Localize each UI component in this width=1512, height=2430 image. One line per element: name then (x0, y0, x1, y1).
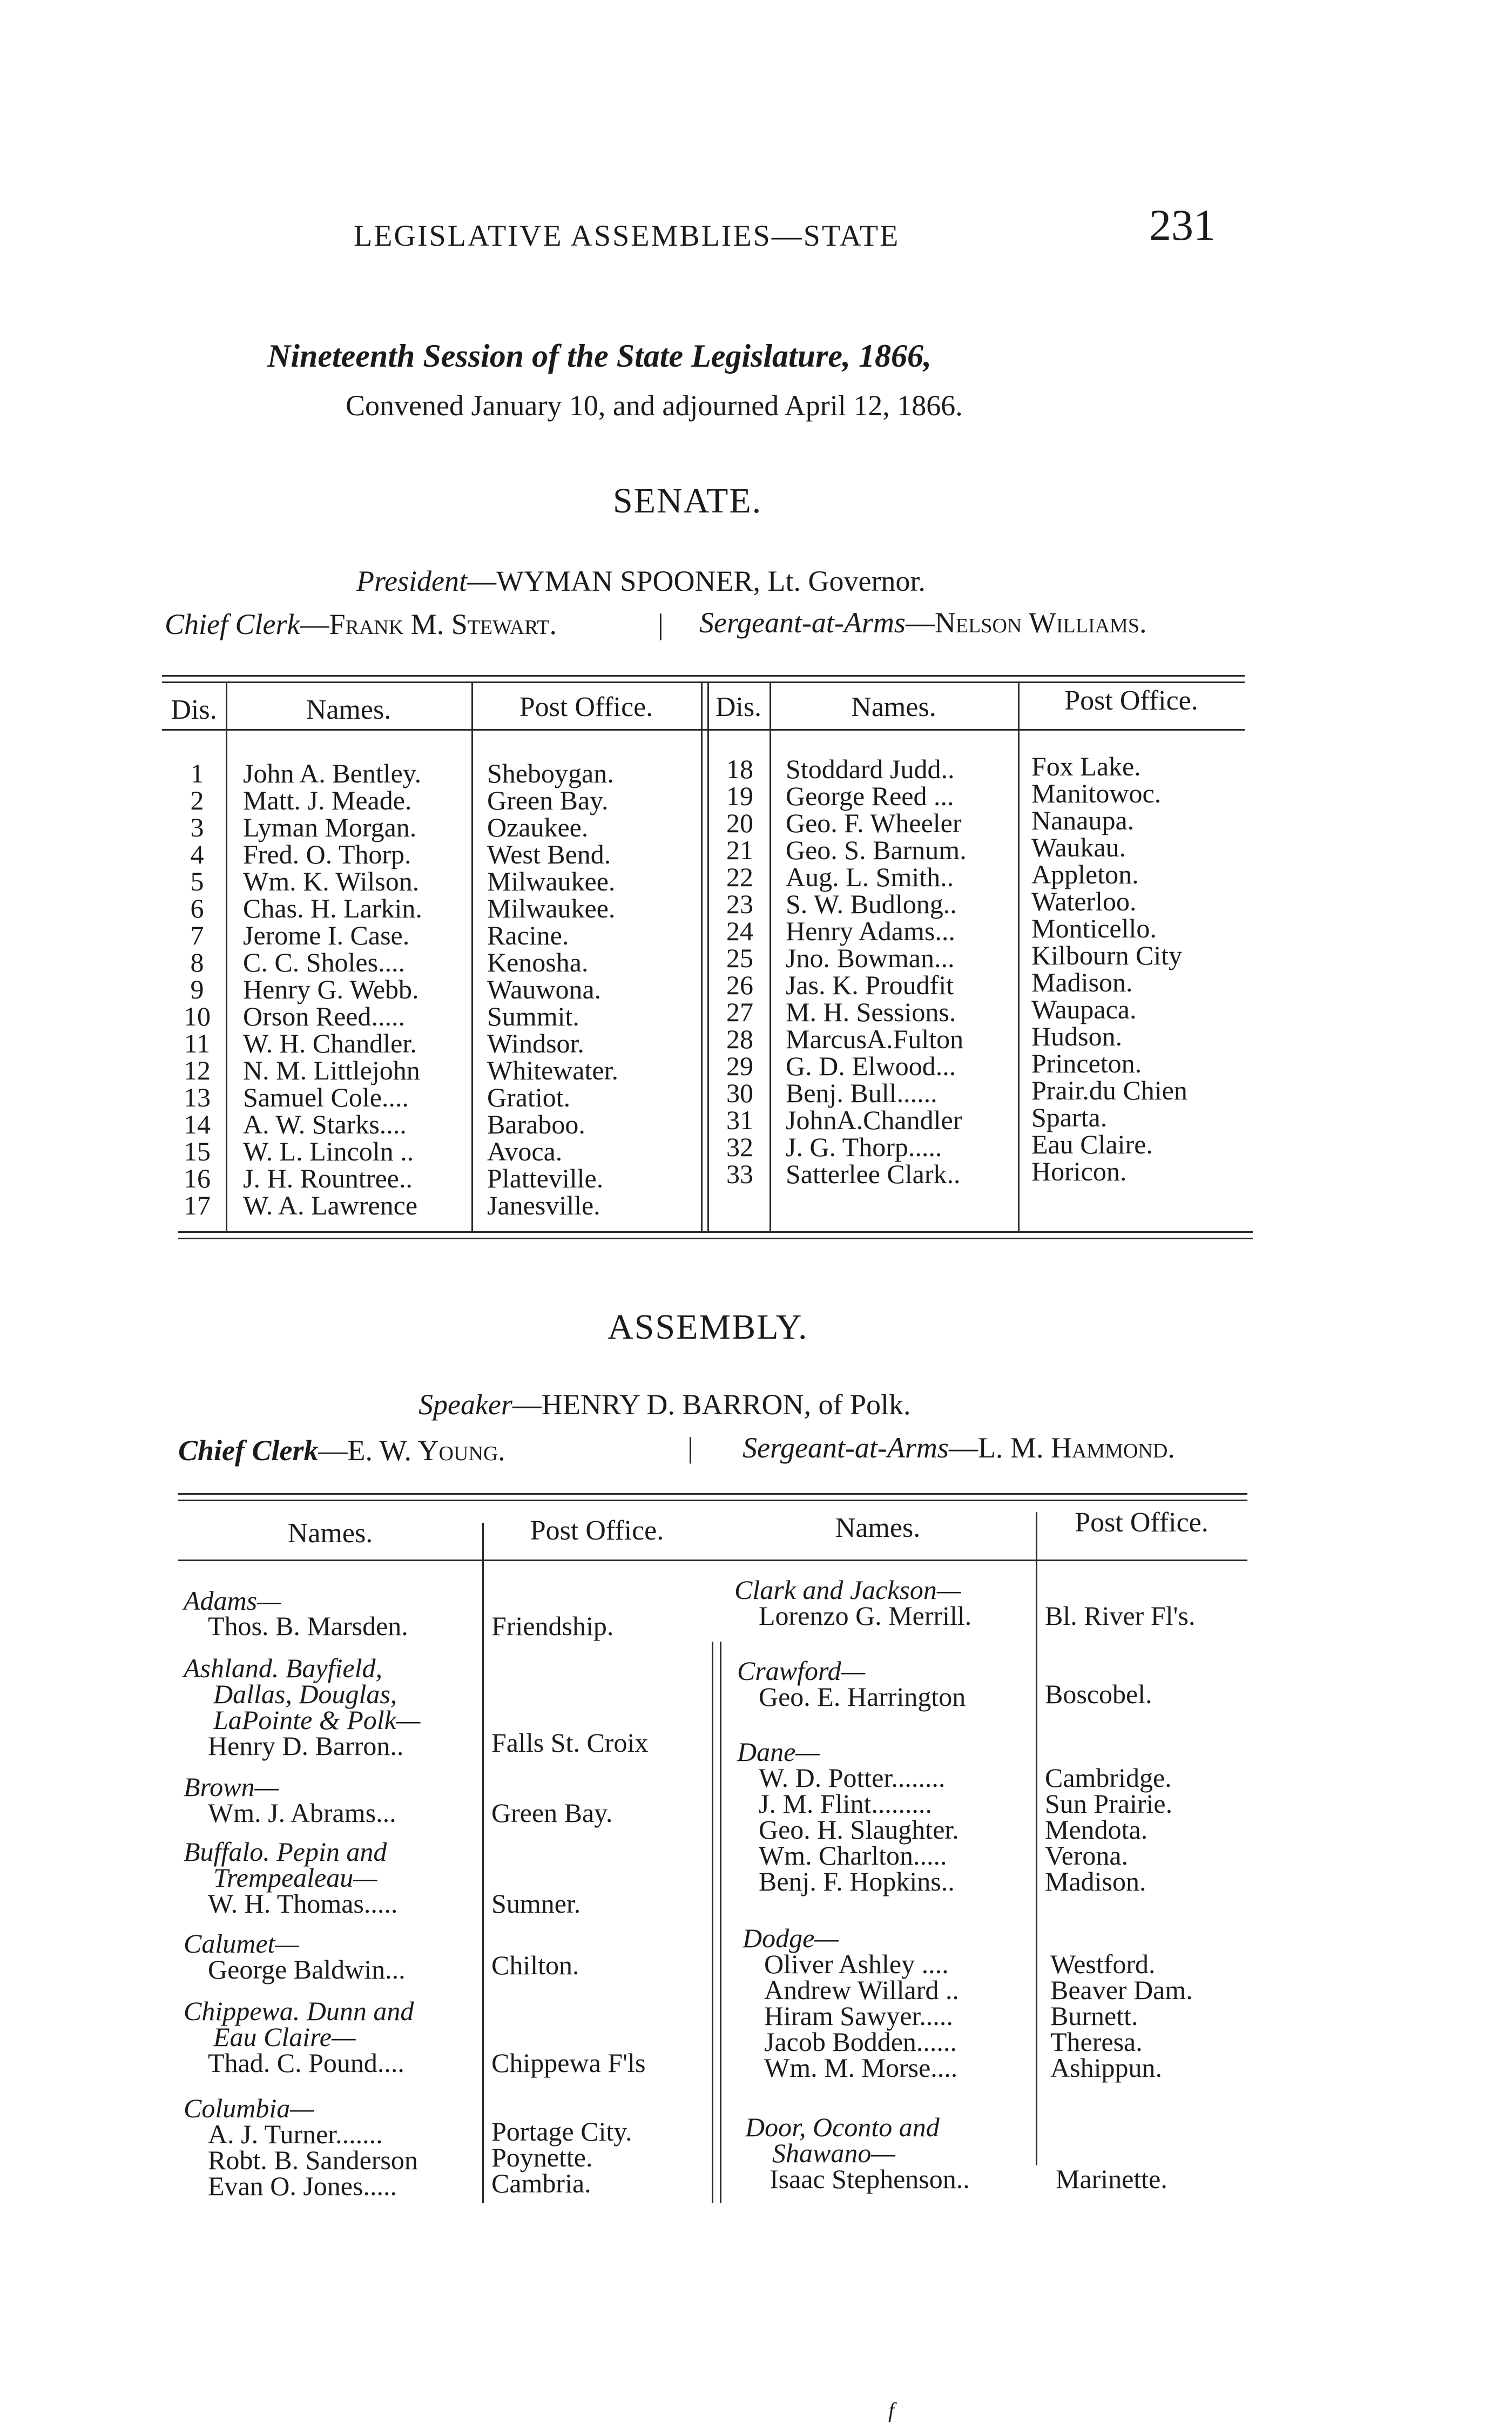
county-heading: Dallas, Douglas, (213, 1679, 397, 1709)
county-heading: Crawford— (737, 1656, 866, 1686)
senator-name: W. H. Chandler. (243, 1028, 417, 1058)
senate-col-divider (471, 681, 473, 1231)
senate-top-rule-2 (162, 681, 1245, 683)
county-heading: Shawano— (772, 2138, 895, 2168)
senator-name: J. G. Thorp..... (786, 1132, 942, 1162)
senator-post-office: Appleton. (1031, 859, 1139, 889)
senator-post-office: Racine. (487, 920, 569, 950)
senator-name: Jno. Bowman... (786, 943, 955, 973)
member-post-office: Beaver Dam. (1050, 1975, 1193, 2005)
senator-name: A. W. Starks.... (243, 1109, 407, 1139)
member-name: A. J. Turner....... (208, 2119, 383, 2149)
senator-post-office: Baraboo. (487, 1109, 585, 1139)
member-name: Wm. M. Morse.... (764, 2053, 958, 2083)
page-number: 231 (1149, 200, 1216, 249)
member-name: Isaac Stephenson.. (770, 2164, 970, 2194)
county-heading: LaPointe & Polk— (213, 1705, 421, 1735)
senator-post-office: Kilbourn City (1031, 940, 1183, 970)
member-post-office: Ashippun. (1050, 2053, 1162, 2083)
senator-post-office: Gratiot. (487, 1082, 571, 1112)
district-number: 31 (726, 1105, 753, 1135)
member-name: Lorenzo G. Merrill. (759, 1601, 972, 1631)
member-name: Benj. F. Hopkins.. (759, 1866, 955, 1896)
district-number: 13 (184, 1082, 211, 1112)
sergeant-label: Sergeant-at-Arms (742, 1432, 949, 1464)
district-number: 32 (726, 1132, 753, 1162)
county-heading: Calumet— (184, 1928, 299, 1959)
county-heading: Trempealeau— (213, 1862, 377, 1893)
senator-post-office: Manitowoc. (1031, 778, 1162, 808)
county-heading: Chippewa. Dunn and (184, 1996, 414, 2026)
member-name: Thad. C. Pound.... (208, 2048, 404, 2078)
district-number: 16 (184, 1163, 211, 1193)
assembly-top-rule (178, 1493, 1247, 1495)
assembly-col-divider (712, 1642, 713, 2203)
district-number: 3 (190, 812, 204, 842)
district-number: 28 (726, 1024, 753, 1054)
senator-post-office: Eau Claire. (1031, 1129, 1153, 1159)
member-name: W. H. Thomas..... (208, 1888, 398, 1919)
senator-name: W. L. Lincoln .. (243, 1136, 414, 1166)
member-name: Geo. H. Slaughter. (759, 1814, 959, 1845)
member-name: Hiram Sawyer..... (764, 2001, 953, 2031)
senator-name: C. C. Sholes.... (243, 947, 406, 977)
member-post-office: Chippewa F'ls (491, 2048, 646, 2078)
senator-post-office: Kenosha. (487, 947, 589, 977)
senator-post-office: Ozaukee. (487, 812, 589, 842)
sergeant-name: —Nelson Williams. (905, 606, 1147, 639)
senator-name: W. A. Lawrence (243, 1190, 418, 1220)
county-heading: Dane— (737, 1737, 820, 1767)
district-number: 17 (184, 1190, 211, 1220)
senator-post-office: Waukau. (1031, 832, 1126, 862)
assembly-col-names: Names. (287, 1518, 373, 1549)
district-number: 10 (184, 1001, 211, 1031)
district-number: 12 (184, 1055, 211, 1085)
district-number: 33 (726, 1159, 753, 1189)
senator-name: John A. Bentley. (243, 758, 422, 788)
senate-col-dis: Dis. (715, 692, 762, 723)
county-heading: Eau Claire— (213, 2022, 356, 2052)
member-post-office: Sumner. (491, 1888, 581, 1919)
senator-name: G. D. Elwood... (786, 1051, 956, 1081)
district-number: 1 (190, 758, 204, 788)
assembly-sergeant (742, 1431, 1175, 1464)
senate-header-rule (162, 729, 1245, 731)
senator-name: MarcusA.Fulton (786, 1024, 964, 1054)
senator-post-office: Whitewater. (487, 1055, 618, 1085)
senator-post-office: Milwaukee. (487, 866, 616, 896)
sergeant-name: —L. M. Hammond. (948, 1432, 1175, 1464)
district-number: 23 (726, 889, 753, 919)
senator-name: Geo. S. Barnum. (786, 835, 967, 865)
senator-name: S. W. Budlong.. (786, 889, 957, 919)
assembly-header-rule (178, 1560, 1247, 1561)
senator-post-office: Waupaca. (1031, 994, 1137, 1024)
district-number: 11 (184, 1028, 211, 1058)
member-post-office: Sun Prairie. (1045, 1788, 1173, 1819)
district-number: 14 (184, 1109, 211, 1139)
senate-president (356, 564, 926, 598)
senate-col-divider (226, 681, 227, 1231)
district-number: 15 (184, 1136, 211, 1166)
assembly-col-divider (1036, 1512, 1037, 2165)
senator-name: J. H. Rountree.. (243, 1163, 413, 1193)
senator-post-office: Hudson. (1031, 1021, 1123, 1051)
district-number: 20 (726, 808, 753, 838)
county-heading: Door, Oconto and (745, 2112, 940, 2142)
senate-top-rule (162, 675, 1245, 677)
senator-name: Aug. L. Smith.. (786, 862, 954, 892)
senator-name: N. M. Littlejohn (243, 1055, 420, 1085)
senator-post-office: West Bend. (487, 839, 611, 869)
senator-name: Samuel Cole.... (243, 1082, 409, 1112)
member-post-office: Poynette. (491, 2142, 593, 2172)
member-post-office: Falls St. Croix (491, 1727, 649, 1758)
senator-name: Wm. K. Wilson. (243, 866, 420, 896)
president-label: President (356, 565, 467, 597)
member-name: Robt. B. Sanderson (208, 2145, 418, 2175)
district-number: 8 (190, 947, 204, 977)
county-heading: Buffalo. Pepin and (184, 1837, 387, 1867)
senator-name: Jas. K. Proudfit (786, 970, 954, 1000)
senator-post-office: Sparta. (1031, 1102, 1108, 1132)
speaker-name: —HENRY D. BARRON, of Polk. (512, 1388, 911, 1421)
senator-post-office: Waterloo. (1031, 886, 1137, 916)
member-post-office: Mendota. (1045, 1814, 1148, 1845)
district-number: 19 (726, 781, 753, 811)
assembly-col-names: Names. (835, 1513, 921, 1543)
senator-name: Orson Reed..... (243, 1001, 405, 1031)
member-post-office: Portage City. (491, 2116, 632, 2146)
senator-post-office: Platteville. (487, 1163, 604, 1193)
district-number: 24 (726, 916, 753, 946)
member-name: Jacob Bodden...... (764, 2027, 957, 2057)
senator-post-office: Sheboygan. (487, 758, 614, 788)
district-number: 25 (726, 943, 753, 973)
chief-clerk-name: —E. W. Young. (318, 1434, 505, 1467)
member-name: J. M. Flint......... (759, 1788, 932, 1819)
senate-col-dis: Dis. (171, 694, 217, 725)
member-name: Wm. J. Abrams... (208, 1798, 396, 1828)
senate-col-divider (707, 681, 709, 1231)
county-heading: Dodge— (742, 1923, 839, 1953)
district-number: 18 (726, 754, 753, 784)
district-number: 22 (726, 862, 753, 892)
senator-name: George Reed ... (786, 781, 954, 811)
senator-name: Geo. F. Wheeler (786, 808, 962, 838)
chief-clerk-label: Chief Clerk (178, 1434, 319, 1467)
county-heading: Brown— (184, 1772, 279, 1802)
assembly-col-divider (482, 1523, 484, 2203)
member-post-office: Friendship. (491, 1611, 614, 1641)
senate-col-divider (1018, 681, 1020, 1231)
senator-post-office: Green Bay. (487, 785, 609, 815)
member-name: Thos. B. Marsden. (208, 1611, 408, 1641)
member-name: Oliver Ashley .... (764, 1949, 949, 1979)
senator-name: Matt. J. Meade. (243, 785, 412, 815)
member-post-office: Theresa. (1050, 2027, 1143, 2057)
senate-col-post-office: Post Office. (1064, 685, 1198, 716)
president-name: —WYMAN SPOONER, Lt. Governor. (467, 565, 926, 597)
member-name: W. D. Potter........ (759, 1763, 946, 1793)
senator-name: Fred. O. Thorp. (243, 839, 411, 869)
county-heading: Ashland. Bayfield, (184, 1653, 382, 1683)
member-name: Henry D. Barron.. (208, 1731, 404, 1761)
senator-name: M. H. Sessions. (786, 997, 956, 1027)
chief-clerk-label: Chief Clerk (165, 608, 300, 640)
speaker-label: Speaker (418, 1388, 512, 1421)
member-post-office: Cambridge. (1045, 1763, 1172, 1793)
district-number: 6 (190, 893, 204, 923)
senator-name: Chas. H. Larkin. (243, 893, 422, 923)
separator-bar: | (687, 1432, 693, 1464)
senate-col-names: Names. (306, 694, 392, 725)
member-name: Wm. Charlton..... (759, 1840, 947, 1871)
session-dates: Convened January 10, and adjourned April 12, 1866. (346, 389, 963, 422)
senate-col-divider (701, 681, 703, 1231)
stray-mark: f (888, 2398, 895, 2422)
district-number: 29 (726, 1051, 753, 1081)
session-title: Nineteenth Session of the State Legislature, 1866, (267, 338, 932, 374)
assembly-col-post-office: Post Office. (530, 1515, 664, 1546)
senate-bottom-rule-2 (178, 1238, 1253, 1239)
senator-post-office: Windsor. (487, 1028, 584, 1058)
member-post-office: Burnett. (1050, 2001, 1138, 2031)
senator-name: Henry Adams... (786, 916, 955, 946)
district-number: 5 (190, 866, 204, 896)
assembly-chief-clerk (178, 1434, 505, 1467)
senate-bottom-rule (178, 1231, 1253, 1233)
senator-post-office: Janesville. (487, 1190, 600, 1220)
member-post-office: Madison. (1045, 1866, 1146, 1896)
district-number: 30 (726, 1078, 753, 1108)
member-name: Evan O. Jones..... (208, 2171, 397, 2201)
member-name: Geo. E. Harrington (759, 1682, 966, 1712)
county-heading: Adams— (184, 1585, 281, 1616)
county-heading: Clark and Jackson— (734, 1575, 961, 1605)
assembly-heading: ASSEMBLY. (608, 1307, 808, 1347)
member-name: Andrew Willard .. (764, 1975, 959, 2005)
senate-col-post-office: Post Office. (519, 692, 653, 723)
senator-post-office: Princeton. (1031, 1048, 1142, 1078)
senator-name: Benj. Bull...... (786, 1078, 937, 1108)
member-post-office: Verona. (1045, 1840, 1129, 1871)
senator-name: Satterlee Clark.. (786, 1159, 961, 1189)
senator-post-office: Horicon. (1031, 1156, 1127, 1186)
assembly-speaker (418, 1388, 911, 1421)
senator-post-office: Prair.du Chien (1031, 1075, 1187, 1105)
district-number: 7 (190, 920, 204, 950)
district-number: 4 (190, 839, 204, 869)
senator-post-office: Fox Lake. (1031, 751, 1141, 781)
member-post-office: Chilton. (491, 1950, 579, 1980)
senator-post-office: Madison. (1031, 967, 1133, 997)
member-post-office: Green Bay. (491, 1798, 613, 1828)
senator-name: JohnA.Chandler (786, 1105, 962, 1135)
member-post-office: Bl. River Fl's. (1045, 1601, 1196, 1631)
chief-clerk-name: —Frank M. Stewart. (300, 608, 557, 640)
senator-name: Jerome I. Case. (243, 920, 410, 950)
district-number: 2 (190, 785, 204, 815)
senate-heading: SENATE. (613, 481, 762, 521)
district-number: 21 (726, 835, 753, 865)
senator-post-office: Wauwona. (487, 974, 602, 1004)
running-header: LEGISLATIVE ASSEMBLIES—STATE (354, 219, 900, 253)
senator-name: Stoddard Judd.. (786, 754, 955, 784)
member-post-office: Boscobel. (1045, 1679, 1152, 1709)
senator-post-office: Milwaukee. (487, 893, 616, 923)
district-number: 9 (190, 974, 204, 1004)
senator-post-office: Nanaupa. (1031, 805, 1135, 835)
assembly-top-rule-2 (178, 1500, 1247, 1501)
separator-bar: | (658, 608, 664, 640)
assembly-col-post-office: Post Office. (1075, 1507, 1209, 1538)
member-post-office: Westford. (1050, 1949, 1156, 1979)
senate-col-divider (770, 681, 771, 1231)
senator-post-office: Monticello. (1031, 913, 1157, 943)
member-name: George Baldwin... (208, 1954, 406, 1985)
member-post-office: Cambria. (491, 2168, 591, 2198)
senate-chief-clerk (165, 608, 557, 641)
senator-name: Lyman Morgan. (243, 812, 417, 842)
senator-name: Henry G. Webb. (243, 974, 419, 1004)
senator-post-office: Avoca. (487, 1136, 563, 1166)
sergeant-label: Sergeant-at-Arms (699, 606, 906, 639)
district-number: 27 (726, 997, 753, 1027)
senator-post-office: Summit. (487, 1001, 579, 1031)
member-post-office: Marinette. (1056, 2164, 1167, 2194)
senate-sergeant (699, 606, 1146, 639)
county-heading: Columbia— (184, 2093, 314, 2123)
assembly-col-divider (720, 1642, 721, 2203)
senate-col-names: Names. (851, 692, 936, 723)
district-number: 26 (726, 970, 753, 1000)
